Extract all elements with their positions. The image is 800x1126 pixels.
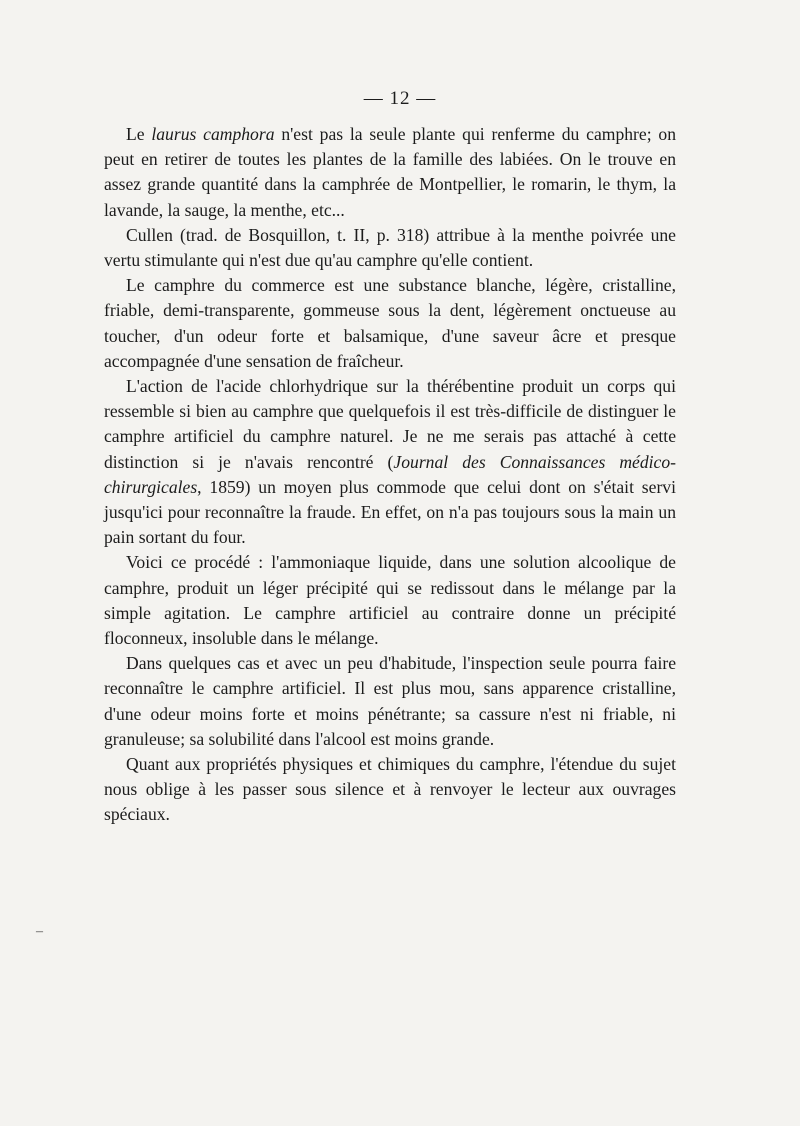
paragraph-2 [104,223,676,273]
page-number: — 12 — [363,88,437,109]
paragraph-4 [104,374,676,550]
paragraph-5-text: Voici ce procédé : l'ammoniaque liquide, dans une solution alcoolique de camphre, produit un léger précipité qui se redissout dans le mélange par la simple agitation. Le camphre artificiel au contraire donne un précipité floconneux, insoluble dans le mélange. [104,552,676,649]
paragraph-1 [104,122,676,223]
body-text [104,122,676,828]
paragraph-7-text: Quant aux propriétés physiques et chimiques du camphre, l'étendue du sujet nous oblige à les passer sous silence et à renvoyer le lecteur aux ouvrages spéciaux. [104,754,676,825]
paragraph-1-lead: Le [126,124,152,144]
paragraph-2-text: Cullen (trad. de Bosquillon, t. II, p. 318) attribue à la menthe poivrée une vertu stimulante qui n'est due qu'au camphre qu'elle contient. [104,224,676,271]
margin-mark: – [36,924,43,939]
paragraph-1-italic: laurus camphora [151,124,275,144]
paragraph-4-italic: Journal des Connaissances médico-chirurgicales [104,451,677,497]
paragraph-3-text: Le camphre du commerce est une substance blanche, légère, cristalline, friable, demi-transparente, gommeuse sous la dent, légèrement onctueuse au toucher, d'un odeur forte et balsamique, d'une saveur âcre et presque accompagnée d'une sensation de fraîcheur. [104,275,676,371]
paragraph-1-text: n'est pas la seule plante qui renferme du camphre; on peut en retirer de toutes les plantes de la famille des labiées. On le trouve en assez grande quantité dans la camphrée de Montpellier, le romarin, le thym, la lavande, la sauge, la menthe, etc... [104,124,677,220]
paragraph-6 [104,651,676,752]
paragraph-5 [104,550,676,651]
paragraph-3 [104,273,676,374]
paragraph-4-lead: L'action de l'acide chlorhydrique sur la thérébentine produit un corps qui ressemble si bien au camphre que quelquefois il est très-difficile de distinguer le camphre artificiel du camphre naturel. Je ne me serais pas attaché à cette distinction si je n'avais rencontré ( [104,376,676,472]
paragraph-4-text: , 1859) un moyen plus commode que celui dont on s'était servi jusqu'ici pour reconnaître la fraude. En effet, on n'a pas toujours sous la main un pain sortant du four. [104,476,676,548]
paragraph-6-text: Dans quelques cas et avec un peu d'habitude, l'inspection seule pourra faire reconnaître le camphre artificiel. Il est plus mou, sans apparence cristalline, d'une odeur moins forte et moins pénétrante; sa cassure n'est ni friable, ni granuleuse; sa solubilité dans l'alcool est moins grande. [104,653,676,749]
paragraph-7 [104,752,676,828]
